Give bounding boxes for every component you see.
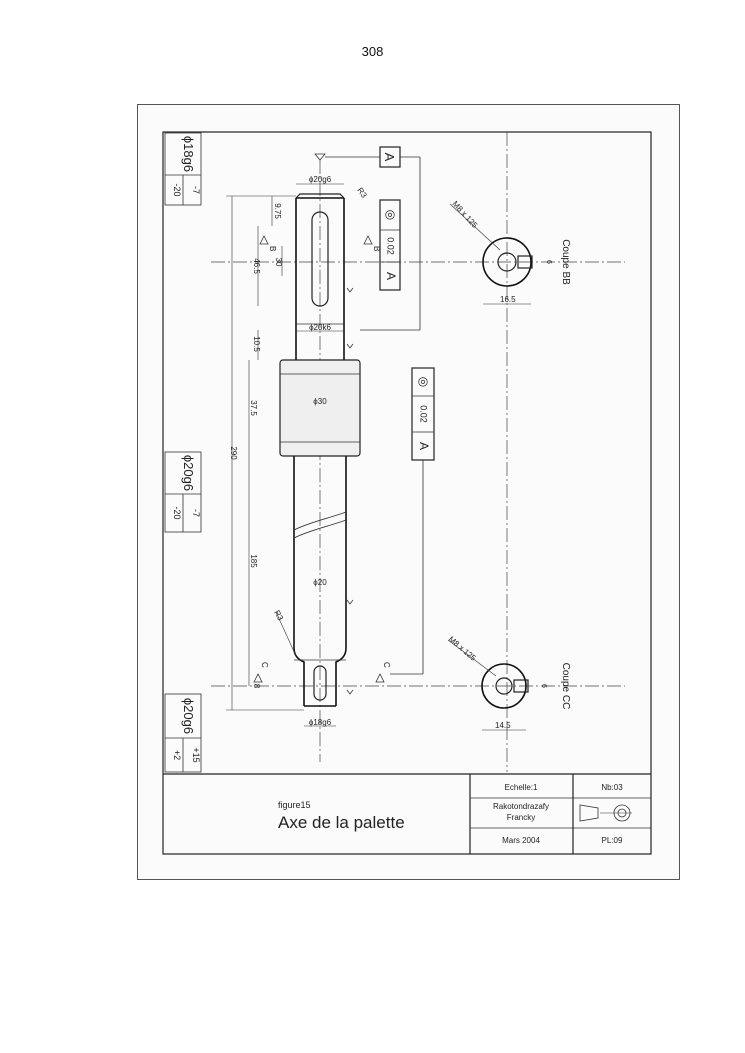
tolerance-lower-1: -20 (172, 183, 182, 197)
dim-diameter-bottom: ϕ18g6 (308, 718, 332, 727)
section-bb-width: 16.5 (500, 295, 516, 304)
tolerance-fit-1: ϕ18g6 (181, 135, 196, 173)
title-block (163, 774, 651, 854)
tolerance-lower-3: +2 (172, 749, 182, 761)
section-arrow-c-right (376, 662, 391, 682)
dim-diameter-collar: ϕ30 (313, 397, 327, 406)
section-arrow-b-left (260, 236, 277, 251)
date-label: Mars 2004 (502, 836, 540, 845)
dim-length-375: 37.5 (249, 400, 258, 416)
datum-a (315, 147, 400, 167)
number-label: Nb:03 (601, 783, 623, 792)
dim-diameter-k6: ϕ20k6 (309, 323, 331, 332)
datum-letter: A (382, 152, 397, 162)
tolerance-lower-2: -20 (172, 506, 182, 520)
dim-length-975: 9.75 (273, 203, 282, 219)
fcf-1-value: 0.02 (385, 237, 396, 255)
section-arrow-b-right (364, 236, 381, 251)
inner-frame (163, 132, 651, 854)
svg-text:B: B (372, 246, 381, 252)
tolerance-upper-3: +15 (191, 747, 201, 763)
dim-radius-bottom: R3 (272, 608, 285, 622)
section-bb-key: 6 (545, 260, 552, 264)
dim-total-length: 290 (229, 446, 238, 460)
section-bb-title: Coupe BB (560, 239, 571, 285)
dim-length-465: 46.5 (252, 258, 261, 274)
feature-control-frame-1 (380, 200, 400, 290)
dim-diameter-body: ϕ20 (313, 578, 327, 587)
author-line-1: Rakotondrazafy (492, 802, 550, 811)
page-number: 308 (361, 44, 384, 59)
surface-finish-marks (347, 288, 353, 694)
fcf-1-datum: A (383, 271, 398, 281)
tolerance-box-2 (165, 452, 201, 532)
tolerance-fit-2: ϕ20g6 (181, 454, 196, 492)
svg-text:C: C (260, 662, 269, 668)
section-cc-width: 14.5 (495, 721, 511, 730)
concentricity-icon-1: ◎ (384, 207, 396, 222)
dim-length-30: 30 (274, 257, 283, 267)
author-line-2: Francky (506, 813, 536, 822)
svg-text:C: C (382, 662, 391, 668)
dim-diameter-top: ϕ20g6 (308, 175, 332, 184)
dim-c: 8 (252, 683, 261, 689)
section-arrow-c-left (254, 662, 269, 682)
figure-label: figure15 (278, 800, 311, 810)
dim-length-105: 10.5 (252, 336, 261, 352)
section-bb-view (450, 199, 571, 304)
section-cc-thread: M8 x 125 (446, 634, 478, 663)
section-cc-key: 6 (540, 684, 547, 688)
drawing-title: Axe de la palette (278, 813, 405, 832)
section-bb-thread: M8 x 125 (450, 199, 480, 230)
projection-symbol-icon (580, 805, 632, 821)
tolerance-upper-1: -7 (191, 185, 201, 195)
tolerance-fit-3: ϕ20g6 (181, 697, 196, 735)
section-cc-view (447, 635, 571, 730)
sheet-label: PL:09 (601, 836, 623, 845)
tolerance-box-1 (165, 133, 201, 205)
section-cc-title: Coupe CC (560, 662, 571, 710)
dim-length-185: 185 (249, 554, 258, 568)
fcf-2-value: 0.02 (418, 405, 429, 423)
tolerance-box-3 (165, 694, 201, 772)
scale-label: Echelle:1 (504, 783, 538, 792)
tolerance-upper-2: -7 (191, 508, 201, 518)
dim-radius-top: R3 (355, 185, 369, 200)
feature-control-frame-2 (412, 368, 434, 460)
svg-text:B: B (268, 246, 277, 252)
fcf-2-datum: A (416, 441, 431, 451)
concentricity-icon-2: ◎ (417, 374, 429, 389)
